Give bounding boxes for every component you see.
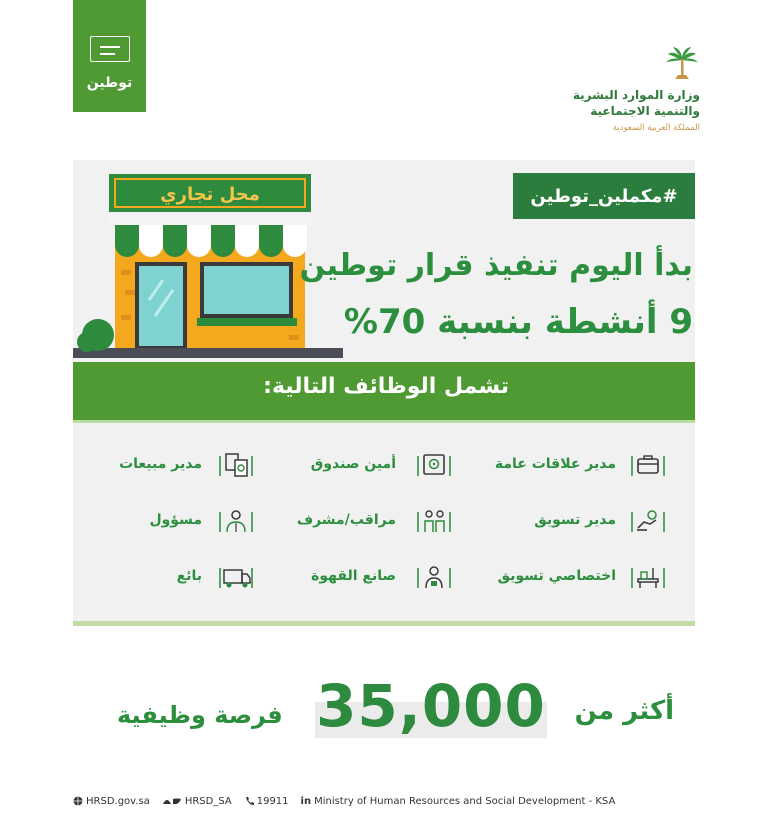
jobs-banner	[73, 362, 695, 420]
job-label: مدير علاقات عامة	[494, 456, 616, 472]
contact-bar	[73, 793, 627, 809]
ministry-name-line1: وزارة الموارد البشرية	[572, 88, 700, 102]
job-item	[468, 506, 666, 536]
job-label: صانع القهوة	[311, 568, 396, 584]
truck-icon	[218, 562, 254, 592]
job-label: مدير تسويق	[534, 512, 616, 528]
calculator-document-icon	[218, 450, 254, 480]
saudi-flag-icon	[90, 36, 130, 62]
job-item	[96, 450, 254, 480]
opportunities-label: فرصة وظيفية	[117, 701, 283, 729]
shop-sign-text: محل تجاري	[160, 184, 260, 205]
safe-icon	[416, 450, 452, 480]
banner-underline	[73, 420, 695, 423]
globe-icon	[73, 796, 83, 806]
desk-icon	[630, 562, 666, 592]
ministry-name-line2: والتنمية الاجتماعية	[590, 104, 700, 118]
job-label: بائع	[176, 568, 202, 584]
social-contact[interactable]	[162, 796, 232, 807]
phone-icon	[244, 796, 254, 806]
job-label: اختصاصي تسويق	[497, 568, 616, 584]
website-text: HRSD.gov.sa	[86, 795, 150, 807]
job-item	[468, 450, 666, 480]
job-label: أمين صندوق	[310, 456, 396, 472]
linkedin-contact[interactable]	[301, 796, 616, 807]
more-than-label: أكثر من	[574, 696, 674, 726]
tawteen-badge	[73, 0, 146, 112]
job-item	[296, 506, 456, 536]
job-item	[468, 562, 666, 592]
jobs-count: 35,000	[316, 672, 546, 740]
jobs-banner-title: تشمل الوظائف التالية:	[263, 374, 509, 399]
palm-logo-icon	[664, 46, 700, 80]
officer-icon	[218, 506, 254, 536]
briefcase-icon	[630, 450, 666, 480]
social-handle: HRSD_SA	[184, 795, 232, 807]
job-label: مسؤول	[149, 512, 202, 528]
barista-icon	[416, 562, 452, 592]
phone-number: 19911	[256, 795, 289, 807]
job-item	[296, 450, 456, 480]
hashtag-box: #مكملين_توطين	[513, 173, 695, 219]
badge-label: توطين	[86, 75, 133, 91]
headline-line1: بدأ اليوم تنفيذ قرار توطين	[299, 248, 693, 283]
job-item	[96, 562, 254, 592]
phone-contact[interactable]	[244, 796, 289, 807]
hand-money-icon	[630, 506, 666, 536]
panel-divider	[73, 621, 695, 626]
ministry-logo	[560, 46, 700, 136]
headline-line2: 9 أنشطة بنسبة 70%	[343, 302, 693, 342]
job-item	[296, 562, 456, 592]
linkedin-icon: in	[300, 795, 312, 807]
job-label: مدير مبيعات	[119, 456, 202, 472]
linkedin-text: Ministry of Human Resources and Social Development - KSA	[314, 795, 616, 807]
website-contact[interactable]	[73, 796, 150, 807]
supervisor-icon	[416, 506, 452, 536]
job-label: مراقب/مشرف	[296, 512, 396, 528]
job-item	[96, 506, 254, 536]
kingdom-name: المملكة العربية السعودية	[612, 123, 700, 133]
social-icons	[162, 796, 182, 806]
